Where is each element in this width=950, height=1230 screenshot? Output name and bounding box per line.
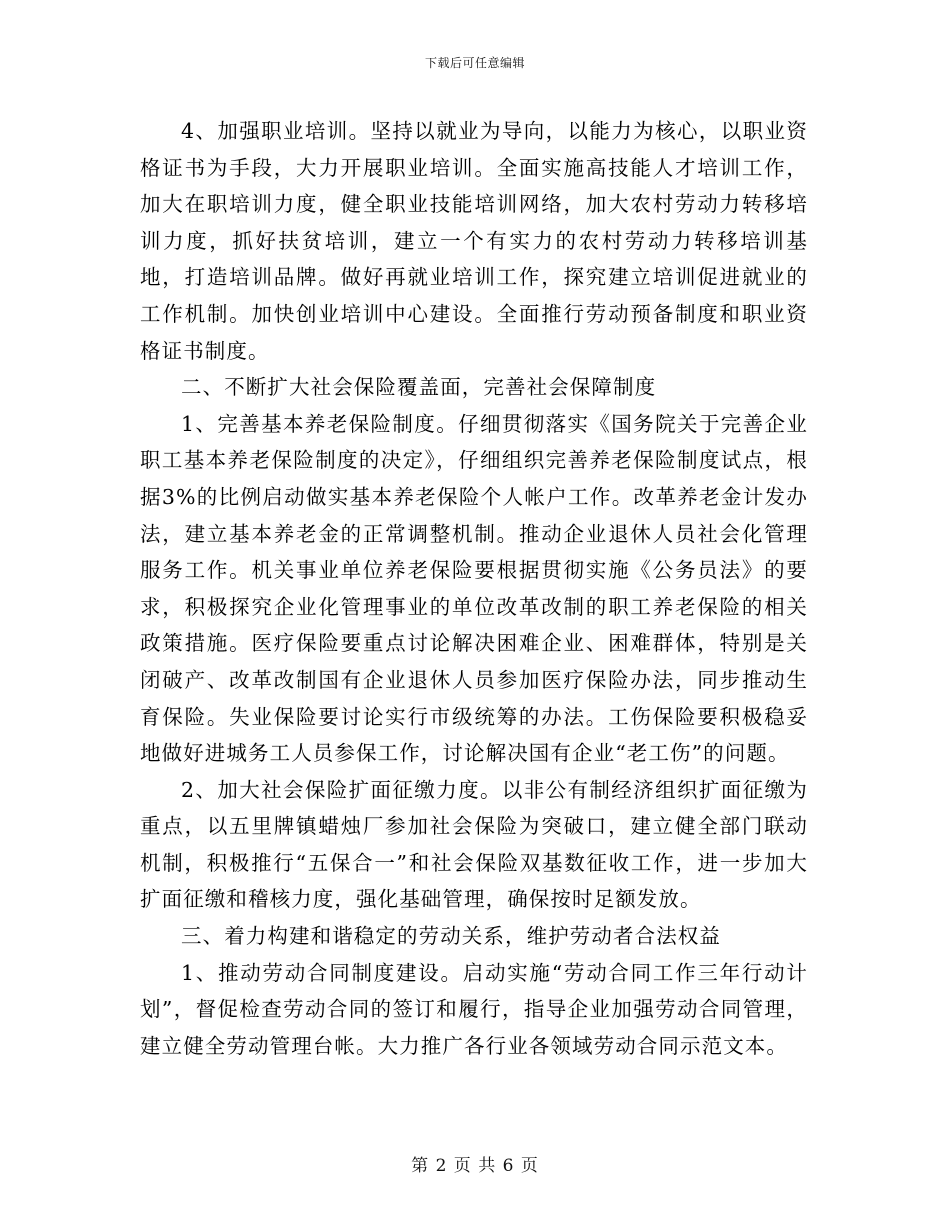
paragraph-pension-system: 1、完善基本养老保险制度。仔细贯彻落实《国务院关于完善企业职工基本养老保险制度的决定》，仔细组织完善养老保险制度试点，根据3%的比例启动做实基本养老保险个人帐户工作。改革养老金计发办法，建立基本养老金的正常调整机制。推动企业退休人员社会化管理服务工作。机关事业单位养老保险要根据贯彻实施《公务员法》的要求，积极探究企业化管理事业的单位改革改制的职工养老保险的相关政策措施。医疗保险要重点讨论解决困难企业、困难群体，特别是关闭破产、改革改制国有企业退休人员参加医疗保险办法，同步推动生育保险。失业保险要讨论实行市级统筹的办法。工伤保险要积极稳妥地做好进城务工人员参保工作，讨论解决国有企业“老工伤”的问题。	[140, 411, 808, 766]
paragraph-insurance-collection: 2、加大社会保险扩面征缴力度。以非公有制经济组织扩面征缴为重点，以五里牌镇蜡烛厂参加社会保险为突破口，建立健全部门联动机制，积极推行“五保合一”和社会保险双基数征收工作，进一步加大扩面征缴和稽核力度，强化基础管理，确保按时足额发放。	[140, 777, 808, 912]
section-heading-social-insurance: 二、不断扩大社会保险覆盖面，完善社会保障制度	[181, 375, 657, 400]
paragraph-vocational-training: 4、加强职业培训。坚持以就业为导向，以能力为核心，以职业资格证书为手段，大力开展职业培训。全面实施高技能人才培训工作，加大在职培训力度，健全职业技能培训网络，加大农村劳动力转移培训力度，抓好扶贫培训，建立一个有实力的农村劳动力转移培训基地，打造培训品牌。做好再就业培训工作，探究建立培训促进就业的工作机制。加快创业培训中心建设。全面推行劳动预备制度和职业资格证书制度。	[140, 119, 808, 363]
page-header: 下载后可任意编辑	[424, 56, 525, 70]
paragraph-labor-contract: 1、推动劳动合同制度建设。启动实施“劳动合同工作三年行动计划”，督促检查劳动合同的签订和履行，指导企业加强劳动合同管理，建立健全劳动管理台帐。大力推广各行业各领域劳动合同示范文本。	[140, 960, 808, 1058]
page-number: 第 2 页 共 6 页	[411, 1156, 539, 1176]
document-body	[140, 113, 808, 1064]
section-heading-labor-relations: 三、着力构建和谐稳定的劳动关系，维护劳动者合法权益	[181, 924, 721, 949]
